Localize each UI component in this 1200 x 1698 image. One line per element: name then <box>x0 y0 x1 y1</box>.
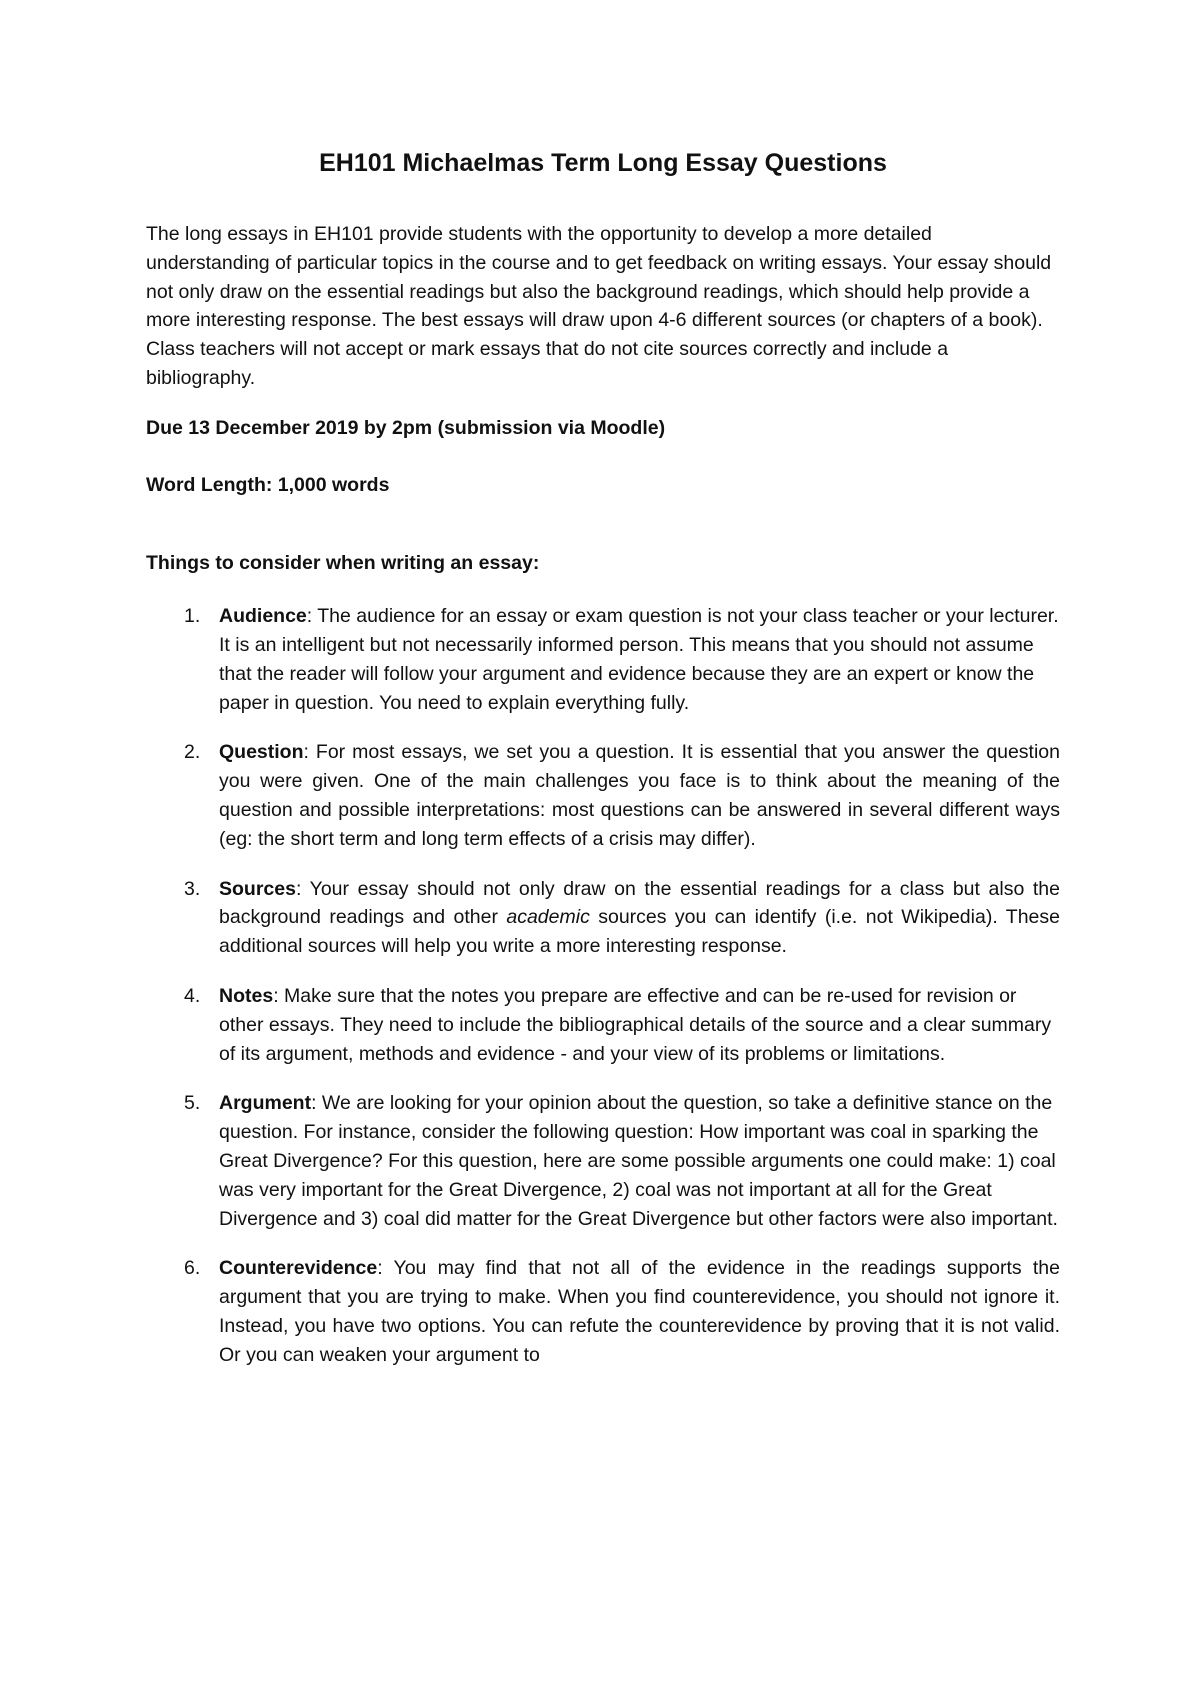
considerations-list <box>146 602 1060 1369</box>
due-date: Due 13 December 2019 by 2pm (submission via Moodle) <box>146 416 666 439</box>
list-number: 5. <box>184 1092 201 1115</box>
spacer <box>146 527 1060 549</box>
term-audience: Audience <box>219 605 307 628</box>
considerations-heading: Things to consider when writing an essay: <box>146 552 540 575</box>
term-question: Question <box>219 741 304 764</box>
term-notes: Notes <box>219 984 274 1007</box>
term-sources: Sources <box>219 877 296 900</box>
list-item-audience <box>146 602 1060 717</box>
item-text: : You may find that not all of the evidence in the readings supports the argument that you are trying to make. When you find counterevidence, you should not ignore it. Instead, you have two options. You can refute the counterevidence by proving that it is not valid. Or you can weaken your argument to <box>219 1257 1060 1366</box>
term-argument: Argument <box>219 1092 312 1115</box>
list-item-sources <box>146 875 1060 961</box>
term-counterevidence: Counterevidence <box>219 1257 378 1280</box>
list-number: 1. <box>184 605 201 628</box>
word-length: Word Length: 1,000 words <box>146 473 390 496</box>
item-text: : Make sure that the notes you prepare are effective and can be re-used for revision or other essays. They need to include the bibliographical details of the source and a clear summary of its argument, methods and evidence - and your view of its problems or limitations. <box>219 984 1052 1065</box>
document-body <box>146 146 1060 1391</box>
intro-paragraph: The long essays in EH101 provide students with the opportunity to develop a more detailed understanding of particular topics in the course and to get feedback on writing essays. Your essay should not only draw on the essential readings but also the background readings, which should help provide a more interesting response. The best essays will draw upon 4-6 different sources (or chapters of a book). Class teachers will not accept or mark essays that do not cite sources correctly and include a bibliography. <box>146 223 1052 389</box>
list-number: 4. <box>184 984 201 1007</box>
item-text: : The audience for an essay or exam question is not your class teacher or your lecturer. It is an intelligent but not necessarily informed person. This means that you should not assume that the reader will follow your argument and evidence because they are an expert or know the paper in question. You need to explain everything fully. <box>219 605 1059 714</box>
item-text: : We are looking for your opinion about the question, so take a definitive stance on the question. For instance, consider the following question: How important was coal in sparking the Great Divergence? For this question, here are some possible arguments one could make: 1) coal was very important for the Great Divergence, 2) coal was not important at all for the Great Divergence and 3) coal did matter for the Great Divergence but other factors were also important. <box>219 1092 1058 1230</box>
list-number: 6. <box>184 1257 201 1280</box>
item-text: : For most essays, we set you a question. It is essential that you answer the question you were given. One of the main challenges you face is to think about the meaning of the question and possible interpretations: most questions can be answered in several different ways (eg: the short term and long term effects of a crisis may differ). <box>219 741 1060 850</box>
list-item-question <box>146 738 1060 853</box>
list-item-counterevidence <box>146 1254 1060 1369</box>
item-text-after: sources you can identify (i.e. not Wikipedia). These additional sources will help you write a more interesting response. <box>219 906 1060 958</box>
item-emphasis: academic <box>506 906 590 929</box>
item-text-before: : Your essay should not only draw on the essential readings for a class but also the background readings and other <box>219 877 1060 929</box>
list-number: 2. <box>184 741 201 764</box>
list-item-notes <box>146 982 1060 1068</box>
document-title: EH101 Michaelmas Term Long Essay Questions <box>319 149 887 177</box>
list-item-argument <box>146 1089 1060 1233</box>
list-number: 3. <box>184 877 201 900</box>
